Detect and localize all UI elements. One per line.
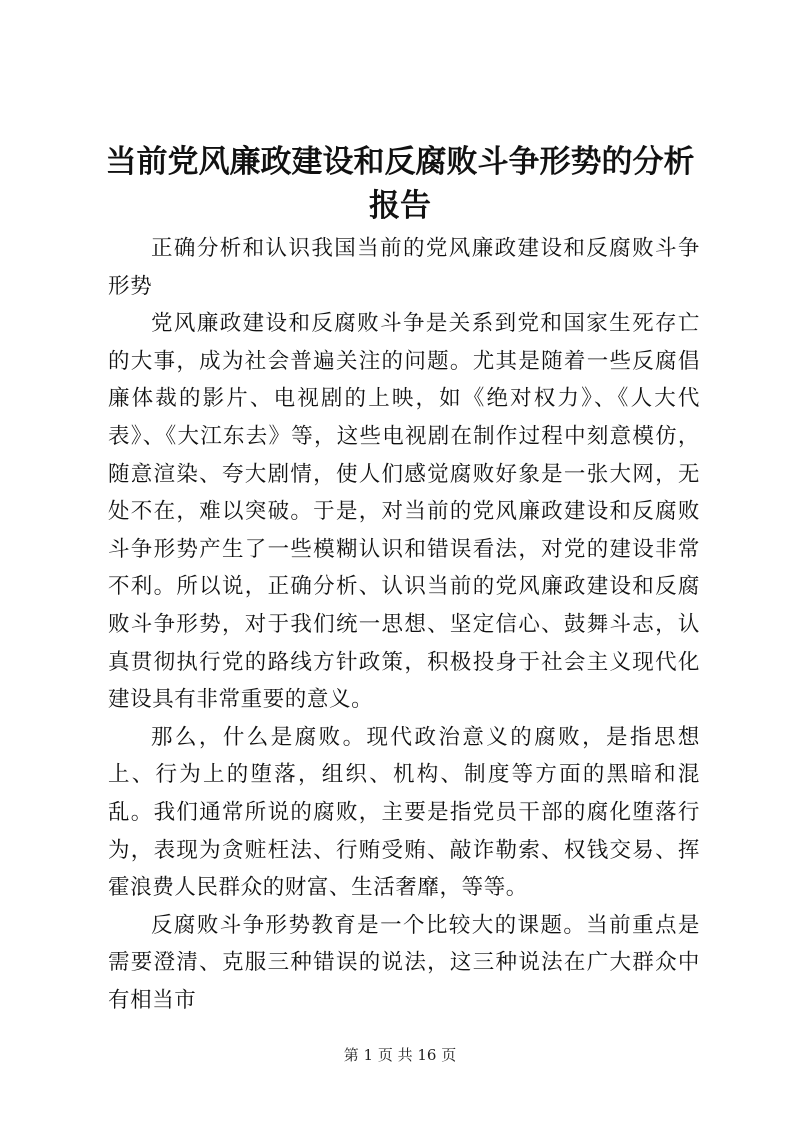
paragraph-3: 那么，什么是腐败。现代政治意义的腐败，是指思想上、行为上的堕落，组织、机构、制度等方面的黑暗和混乱。我们通常所说的腐败，主要是指党员干部的腐化堕落行为，表现为贪赃枉法、行贿受贿、敲诈勒索、权钱交易、挥霍浪费人民群众的财富、生活奢靡，等等。 bbox=[108, 724, 700, 901]
document-body bbox=[108, 230, 700, 1019]
page-number-footer: 第 1 页 共 16 页 bbox=[343, 1046, 457, 1064]
paragraph-2: 党风廉政建设和反腐败斗争是关系到党和国家生死存亡的大事，成为社会普遍关注的问题。尤其是随着一些反腐倡廉体裁的影片、电视剧的上映，如《绝对权力》、《人大代表》、《大江东去》等，这些电视剧在制作过程中刻意模仿，随意渲染、夸大剧情，使人们感觉腐败好象是一张大网，无处不在，难以突破。于是，对当前的党风廉政建设和反腐败斗争形势产生了一些模糊认识和错误看法，对党的建设非常不利。所以说，正确分析、认识当前的党风廉政建设和反腐败斗争形势，对于我们统一思想、坚定信心、鼓舞斗志，认真贯彻执行党的路线方针政策，积极投身于社会主义现代化建设具有非常重要的意义。 bbox=[108, 311, 700, 713]
paragraph-1: 正确分析和认识我国当前的党风廉政建设和反腐败斗争形势 bbox=[108, 236, 700, 299]
document-title: 当前党风廉政建设和反腐败斗争形势的分析报告 bbox=[105, 144, 695, 224]
paragraph-4: 反腐败斗争形势教育是一个比较大的课题。当前重点是需要澄清、克服三种错误的说法，这三种说法在广大群众中有相当市 bbox=[108, 912, 700, 1013]
